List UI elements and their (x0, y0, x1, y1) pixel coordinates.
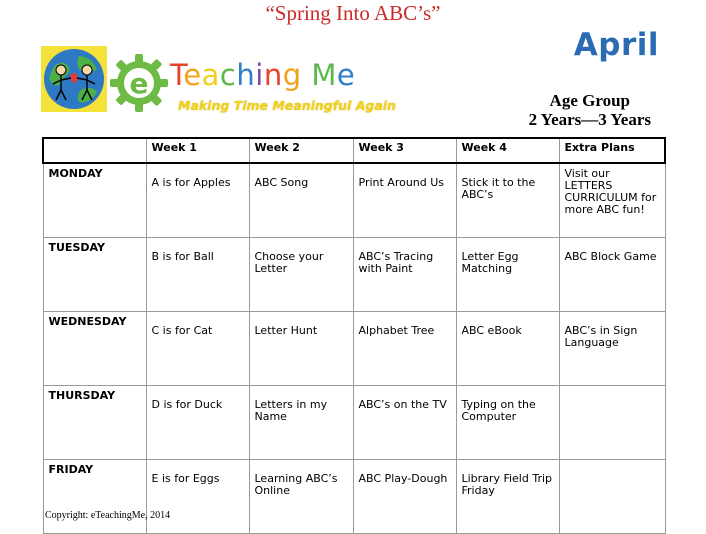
brand-letter: i (255, 58, 264, 92)
globe-kids-logo (41, 46, 107, 112)
table-cell: ABC Play-Dough (353, 460, 456, 534)
table-row (43, 460, 665, 534)
column-header-week-4: Week 4 (456, 138, 559, 163)
brand-letter: M (311, 58, 337, 92)
age-group-range: 2 Years—3 Years (528, 110, 651, 129)
table-cell: ABC’s in Sign Language (559, 312, 665, 386)
e-gear-icon (108, 52, 170, 114)
column-header-week-2: Week 2 (249, 138, 353, 163)
table-cell: ABC Block Game (559, 238, 665, 312)
table-cell: ABC’s Tracing with Paint (353, 238, 456, 312)
brand-letter: a (201, 58, 220, 92)
table-cell: D is for Duck (146, 386, 249, 460)
day-label: THURSDAY (43, 386, 146, 460)
table-header-row (43, 138, 665, 163)
brand-letter (302, 58, 312, 92)
table-cell: B is for Ball (146, 238, 249, 312)
table-cell: Visit our LETTERS CURRICULUM for more ABC fun! (559, 163, 665, 238)
table-row (43, 312, 665, 386)
table-cell: C is for Cat (146, 312, 249, 386)
table-cell: Letters in my Name (249, 386, 353, 460)
column-header-week-1: Week 1 (146, 138, 249, 163)
table-row (43, 238, 665, 312)
table-cell: Letter Hunt (249, 312, 353, 386)
day-label: MONDAY (43, 163, 146, 238)
page-title: “Spring Into ABC’s” (265, 1, 441, 25)
brand-letter: e (183, 58, 202, 92)
brand-letter: T (170, 58, 184, 92)
column-header (43, 138, 146, 163)
table-cell (559, 386, 665, 460)
table-cell: Stick it to the ABC’s (456, 163, 559, 238)
age-group (529, 91, 651, 129)
table-cell: A is for Apples (146, 163, 249, 238)
brand-letter: c (219, 58, 237, 92)
copyright-notice: Copyright: eTeachingMe, 2014 (45, 510, 171, 521)
table-cell: Library Field Trip Friday (456, 460, 559, 534)
column-header-week-3: Week 3 (353, 138, 456, 163)
table-cell: Letter Egg Matching (456, 238, 559, 312)
month-label: April (573, 27, 659, 63)
table-cell: Learning ABC’s Online (249, 460, 353, 534)
lesson-plan-table (42, 137, 666, 534)
table-cell (559, 460, 665, 534)
brand-letter: h (236, 58, 256, 92)
table-cell: ABC eBook (456, 312, 559, 386)
day-label: FRIDAY (43, 460, 146, 534)
age-group-label: Age Group (549, 91, 630, 110)
column-header-extra-plans: Extra Plans (559, 138, 665, 163)
table-cell: E is for Eggs (146, 460, 249, 534)
svg-text:e: e (129, 67, 149, 100)
table-cell: ABC’s on the TV (353, 386, 456, 460)
brand-tagline: Making Time Meaningful Again (178, 98, 396, 113)
brand-name (170, 58, 355, 92)
brand-block (108, 50, 408, 120)
table-row (43, 386, 665, 460)
table-cell: Choose your Letter (249, 238, 353, 312)
table-row (43, 163, 665, 238)
brand-letter: e (336, 58, 356, 92)
day-label: WEDNESDAY (43, 312, 146, 386)
table-cell: Typing on the Computer (456, 386, 559, 460)
table-cell: Print Around Us (353, 163, 456, 238)
brand-letter: n (263, 58, 283, 92)
table-cell: ABC Song (249, 163, 353, 238)
day-label: TUESDAY (43, 238, 146, 312)
table-cell: Alphabet Tree (353, 312, 456, 386)
brand-letter: g (282, 58, 302, 92)
